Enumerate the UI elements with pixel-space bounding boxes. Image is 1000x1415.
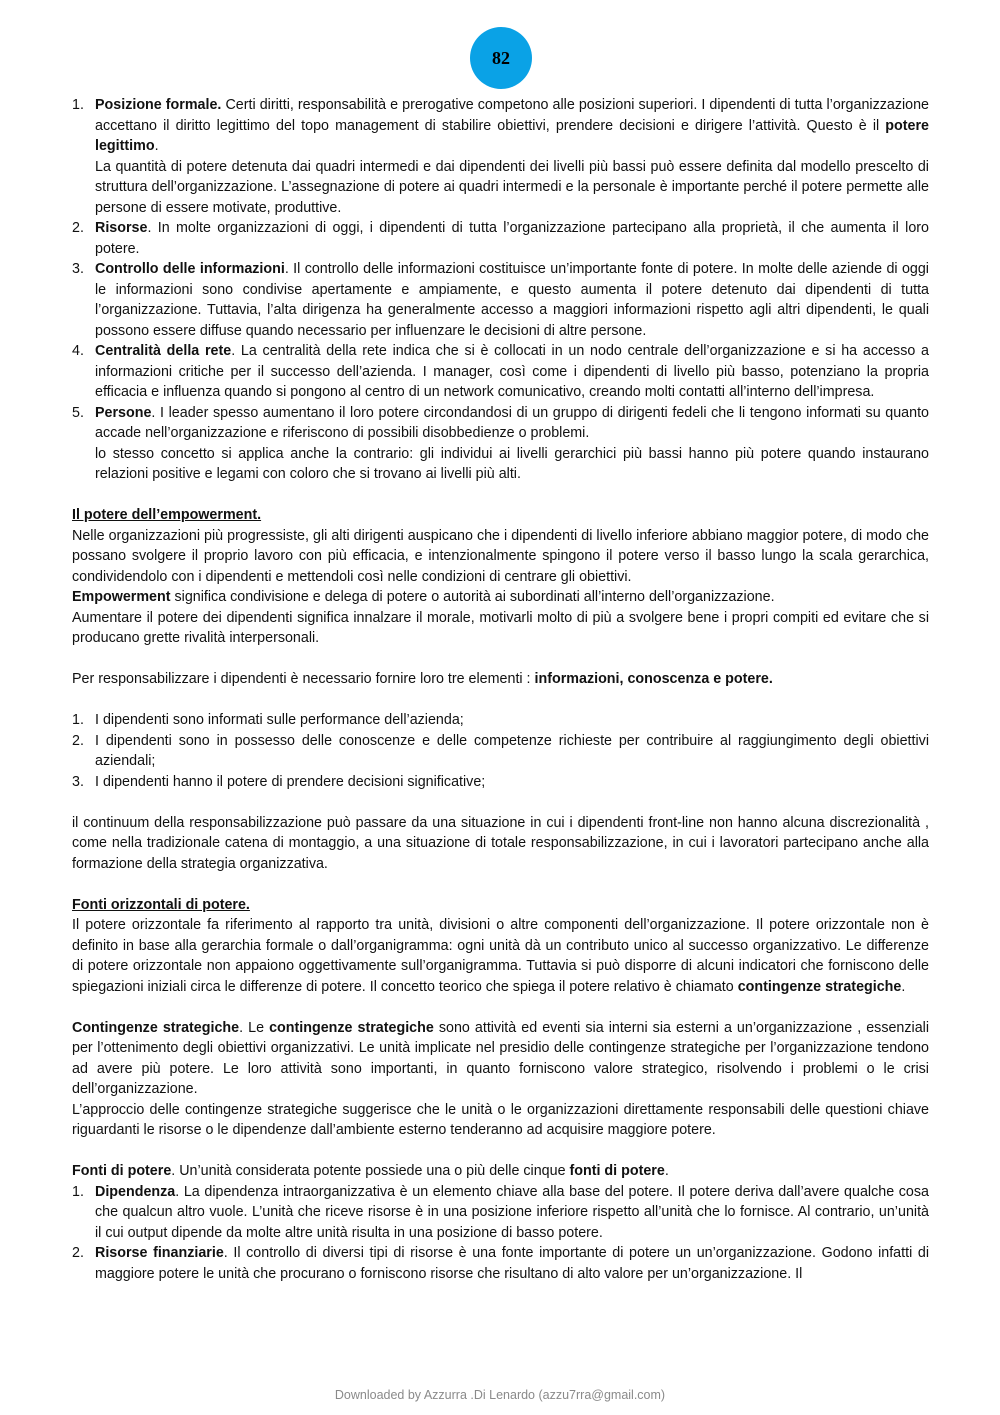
list-item [72,710,929,731]
list-item [72,95,929,218]
list-term: Risorse finanziarie [95,1245,224,1261]
list-number: 1. [72,712,84,728]
list-text: I dipendenti sono informati sulle performance dell’azienda; [95,712,464,728]
list-number: 5. [72,404,84,421]
paragraph-text: . Le [239,1019,270,1036]
paragraph: Nelle organizzazioni più progressiste, gli alti dirigenti auspicano che i dipendenti di livello inferiore abbiano maggior potere, di modo che possano svolgere il proprio lavoro con più efficacia, e intenzionalmente spingono il potere verso il basso lungo la scala gerarchica, condividendolo con i dipendenti e mettendoli così nelle condizioni di centrare gli obiettivi. [72,527,929,585]
section-heading-horizontal: Fonti orizzontali di potere. [72,896,250,913]
list-item [72,403,929,485]
list-number: 1. [72,1183,84,1200]
paragraph [72,915,929,997]
paragraph-text: . [901,978,906,995]
list-term: Posizione formale. [95,97,222,113]
fonti-list [72,1182,929,1285]
paragraph: Aumentare il potere dei dipendenti significa innalzare il morale, motivarli molto di più a svolgere bene i propri compiti ed evitare che si producano grette rivalità interpersonali. [72,609,929,646]
list-item [72,1243,929,1284]
power-sources-list [72,95,929,485]
list-number: 1. [72,97,84,113]
list-text: . I leader spesso aumentano il loro potere circondandosi di un gruppo di dirigenti fedeli che li tengono informati su quanto accade nell’organizzazione e riferiscono di possibili disobbedienze o problemi. [95,404,929,441]
bold-term: Fonti di potere [72,1163,172,1179]
page-content [72,95,929,1284]
paragraph [72,587,929,608]
page-number-badge: 82 [470,27,532,89]
bold-term: informazioni, conoscenza e potere. [534,671,773,687]
list-term-bold: potere legittimo [95,117,929,154]
list-number: 3. [72,261,84,277]
list-term: Dipendenza [95,1183,176,1200]
list-term: Persone [95,404,152,421]
paragraph-text: Per responsabilizzare i dipendenti è necessario fornire loro tre elementi : [72,671,535,687]
paragraph: il continuum della responsabilizzazione può passare da una situazione in cui i dipendenti front-line non hanno alcuna discrezionalità , come nella tradizionale catena di montaggio, a una situazione di totale responsabilizzazione, in cui i lavoratori partecipano anche alla formazione della strategia organizzativa. [72,814,929,872]
list-number: 2. [72,1245,84,1261]
bold-term: Empowerment [72,589,171,605]
paragraph-text: Il potere orizzontale fa riferimento al rapporto tra unità, divisioni o altre componenti dell’organizzazione. Il potere orizzontale non è definito in base alla gerarchia formale o dall’organigramma: ogni unità dà un contributo unico al successo organizzativo. Le differenze di potere orizzontale non appaiono oggettivamente sull’organigramma. Tuttavia si può disporre di alcuni indicatori che forniscono delle spiegazioni iniziali circa le differenze di potere. Il concetto teorico che spiega il potere relativo è chiamato [72,917,929,995]
paragraph [72,1161,929,1182]
list-number: 4. [72,343,84,359]
list-term: Controllo delle informazioni [95,261,285,277]
list-number: 2. [72,732,84,749]
download-footer: Downloaded by Azzurra .Di Lenardo (azzu7rra@gmail.com) [334,1388,666,1402]
list-text: . Il controllo delle informazioni costituisce un’importante fonte di potere. In molte delle aziende di oggi le informazioni sono condivise apertamente e ampiamente, e questo aumenta il potere detenuto dai dipendenti di tutta l’organizzazione. Tuttavia, l’alta dirigenza ha generalmente accesso a maggiori informazioni rispetto agli altri dipendenti, le quali possono essere diffuse quando necessario per influenzare le decisioni di altre persone. [95,261,929,339]
list-number: 2. [72,220,84,236]
list-text: . Il controllo di diversi tipi di risorse è una fonte importante di potere un un’organizzazione. Godono infatti di maggiore potere le unità che procurano o forniscono risorse che risultano di alto valore per un’organizzazione. Il [95,1245,929,1282]
list-extra-paragraph: La quantità di potere detenuta dai quadri intermedi e dai dipendenti dei livelli più bassi può essere definita dal modello prescelto di struttura dell’organizzazione. L’assegnazione di potere ai quadri intermedi e la personale è importante perché il potere permette alle persone di essere motivate, produttive. [95,158,929,216]
empowerment-list [72,710,929,792]
list-text: I dipendenti sono in possesso delle conoscenze e delle competenze richieste per contribuire al raggiungimento degli obiettivi aziendali; [95,732,929,769]
list-text: I dipendenti hanno il potere di prendere decisioni significative; [95,773,486,790]
list-text: . La dipendenza intraorganizzativa è un elemento chiave alla base del potere. Il potere deriva dall’avere qualche cosa che qualcun altro vuole. L’unità che riceve risorse è in una posizione inferiore rispetto all’unità che lo fornisce. Al contrario, un’unità il cui output dipende da molte altre unità risulta in una posizione di basso potere. [95,1183,929,1241]
list-item [72,341,929,403]
list-text: . In molte organizzazioni di oggi, i dipendenti di tutta l’organizzazione partecipano alla proprietà, il che aumenta il loro potere. [95,220,929,257]
paragraph [72,669,929,690]
list-item [72,218,929,259]
paragraph-text: significa condivisione e delega di potere o autorità ai subordinati all’interno dell’organizzazione. [170,589,775,605]
bold-term: contingenze strategiche [269,1019,434,1036]
bold-term: fonti di potere [569,1163,665,1179]
list-item [72,1182,929,1244]
paragraph [72,1018,929,1100]
list-text: . [154,138,159,154]
list-term: Risorse [95,220,148,236]
paragraph-text: . Un’unità considerata potente possiede una o più delle cinque [171,1163,570,1179]
paragraph-text: sono attività ed eventi sia interni sia esterni a un’organizzazione , essenziali per l’ottenimento degli obiettivi organizzativi. Le unità implicate nel presidio delle contingenze strategiche per l’organizzazione tendono ad avere più potere. Le loro attività sono importanti, in quanto forniscono valore strategico, risolvendo i problemi o le crisi dell’organizzazione. [72,1019,930,1097]
list-text: Certi diritti, responsabilità e prerogative competono alle posizioni superiori. I dipendenti di tutta l’organizzazione accettano il diritto legittimo del topo management di stabilire obiettivi, prendere decisioni e dirigere l’attività. Questo è il [95,97,929,134]
bold-term: Contingenze strategiche [72,1019,240,1036]
paragraph: L’approccio delle contingenze strategiche suggerisce che le unità o le organizzazioni direttamente responsabili delle questioni chiave riguardanti le risorse o le dipendenze dall’ambiente esterno tenderanno ad acquisire maggiore potere. [72,1101,929,1138]
list-item [72,772,929,793]
bold-term: contingenze strategiche [737,978,902,995]
list-text: . La centralità della rete indica che si è collocati in un nodo centrale dell’organizzazione e si ha accesso a informazioni critiche per il successo dell’azienda. I manager, così come i dipendenti di livello più basso, potenziano la propria efficacia e influenza quando si pongono al centro di un network comunicativo, creando molti contatti all’interno dell’impresa. [95,343,929,400]
list-term: Centralità della rete [95,343,232,359]
paragraph-text: . [664,1163,669,1179]
list-item [72,731,929,772]
list-extra-paragraph: lo stesso concetto si applica anche la contrario: gli individui ai livelli gerarchici più bassi hanno più potere quando instaurano relazioni positive e legami con coloro che si trovano ai livelli più alti. [95,445,929,482]
list-item [72,259,929,341]
section-heading-empowerment: Il potere dell’empowerment. [72,507,262,523]
list-number: 3. [72,773,84,790]
